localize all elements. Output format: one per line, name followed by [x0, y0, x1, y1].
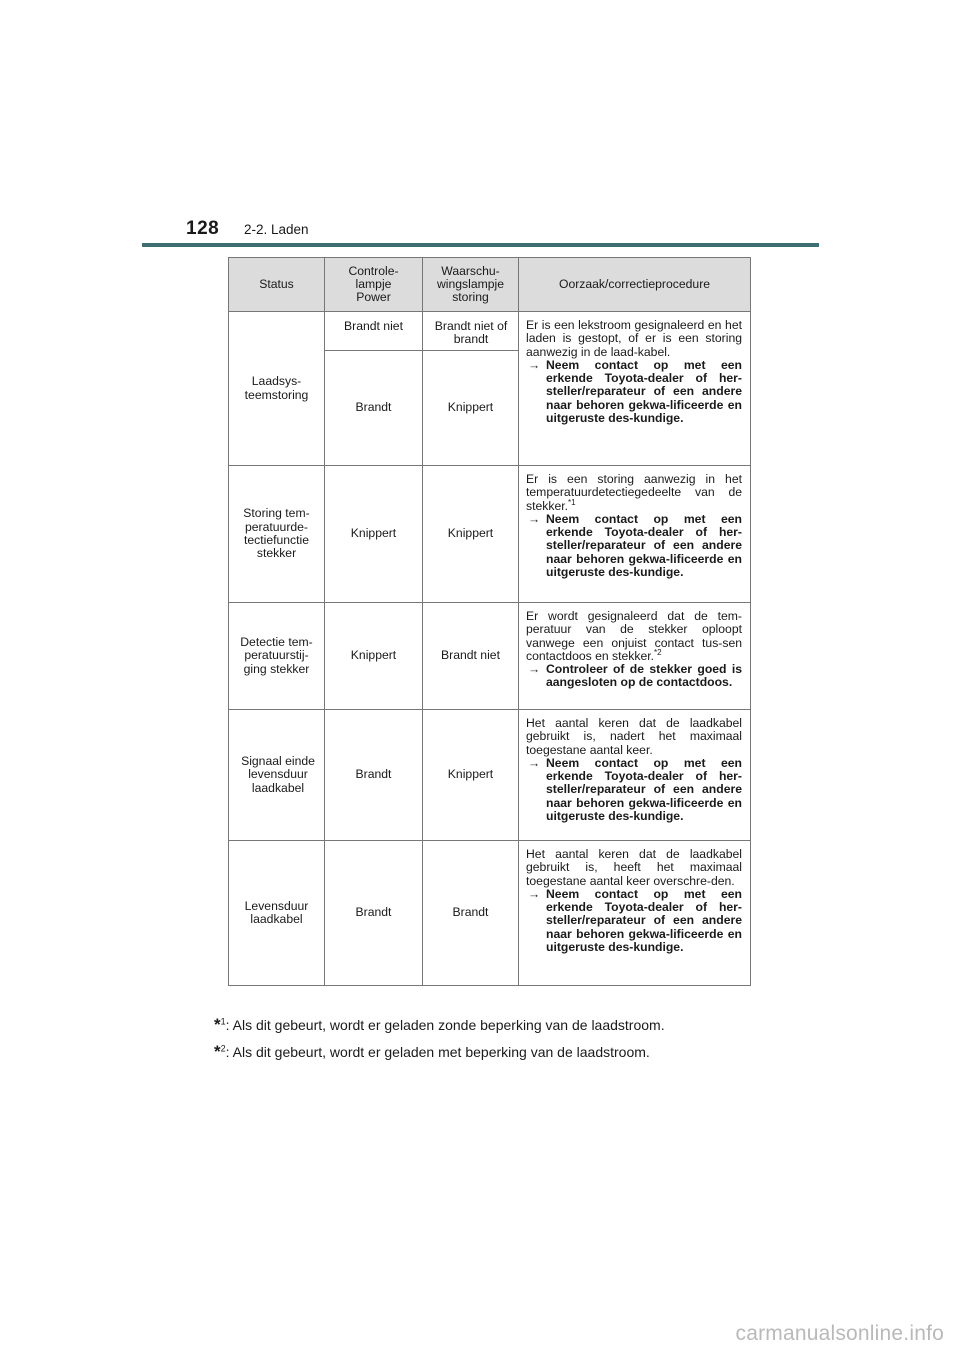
action-text: Neem contact op met een erkende Toyota-dealer of her-steller/reparateur of een andere naar behoren gekwa-lificeerde en uitgeruste des-kundige.	[546, 755, 742, 824]
table-row	[229, 312, 751, 351]
arrow-right-icon: →	[528, 662, 541, 677]
footnote-2	[214, 1042, 650, 1062]
waarschuwing-cell: Knippert	[423, 466, 519, 603]
column-header-controle-lampje	[325, 258, 423, 312]
cause-cell	[519, 466, 751, 603]
status-label: Signaal einde levensduur laadkabel	[241, 754, 315, 795]
footnote-marker: *	[214, 1042, 221, 1061]
table-row	[229, 466, 751, 603]
footnote-1	[214, 1015, 665, 1035]
controle-cell: Brandt niet	[325, 312, 423, 351]
table-row	[229, 603, 751, 710]
column-header-status: Status	[229, 258, 325, 312]
footnote-text: : Als dit gebeurt, wordt er geladen met beperking van de laadstroom.	[225, 1044, 650, 1060]
status-label: Laadsys-teemstoring	[244, 374, 309, 402]
action-text: Neem contact op met een erkende Toyota-dealer of her-steller/reparateur of een andere naar behoren gekwa-lificeerde en uitgeruste des-kundige.	[546, 886, 742, 955]
cause-text: Er wordt gesignaleerd dat de tem-peratuur van de stekker oploopt vanwege een onjuist contact tus-sen contactdoos en stekker.	[526, 609, 742, 663]
waarschuwing-label: Brandt niet of brandt	[434, 319, 508, 347]
status-table	[228, 257, 751, 986]
action-text: Neem contact op met een erkende Toyota-dealer of her-steller/reparateur of een andere naar behoren gekwa-lificeerde en uitgeruste des-kundige.	[546, 357, 742, 426]
status-label: Storing tem-peratuurde-tectiefunctie stekker	[243, 506, 310, 561]
footnote-reference: *1	[568, 497, 576, 507]
cause-cell	[519, 710, 751, 841]
action-text: Controleer of de stekker goed is aangesloten op de contactdoos.	[546, 662, 742, 690]
cause-text: Er is een lekstroom gesignaleerd en het laden is gestopt, of er is een storing aanwezig in de laad-kabel.	[526, 318, 742, 359]
waarschuwing-cell: Brandt	[423, 841, 519, 986]
footnote-text: : Als dit gebeurt, wordt er geladen zonde beperking van de laadstroom.	[225, 1017, 665, 1033]
waarschuwing-cell	[423, 312, 519, 351]
status-label: Levensduur laadkabel	[244, 898, 309, 926]
status-cell	[229, 710, 325, 841]
controle-cell: Knippert	[325, 603, 423, 710]
cause-cell	[519, 603, 751, 710]
action-instruction	[526, 757, 742, 823]
cause-cell	[519, 841, 751, 986]
action-instruction	[526, 888, 742, 954]
column-header-oorzaak: Oorzaak/correctieprocedure	[519, 258, 751, 312]
waarschuwing-cell: Knippert	[423, 710, 519, 841]
header-divider	[142, 243, 819, 247]
arrow-right-icon: →	[528, 357, 541, 372]
cause-text: Het aantal keren dat de laadkabel gebruikt is, nadert het maximaal toegestane aantal keer.	[526, 716, 742, 757]
controle-cell: Brandt	[325, 841, 423, 986]
footnote-marker: *	[214, 1015, 221, 1034]
status-cell	[229, 603, 325, 710]
cause-text: Er is een storing aanwezig in het temperatuurdetectiegedeelte van de stekker.	[526, 472, 742, 513]
action-instruction	[526, 513, 742, 579]
arrow-right-icon: →	[528, 886, 541, 901]
column-header-waarschuwing-label: Waarschu-wingslampje storing	[436, 263, 505, 305]
arrow-right-icon: →	[528, 755, 541, 770]
controle-cell: Brandt	[325, 351, 423, 466]
column-header-waarschuwingslampje	[423, 258, 519, 312]
table-row	[229, 710, 751, 841]
action-instruction	[526, 663, 742, 690]
status-label: Detectie tem-peratuurstij-ging stekker	[240, 635, 313, 676]
status-cell	[229, 841, 325, 986]
footnote-reference-number: 2	[657, 647, 662, 657]
cause-text: Het aantal keren dat de laadkabel gebruikt is, heeft het maximaal toegestane aantal keer overschre-den.	[526, 847, 742, 888]
section-title: 2-2. Laden	[244, 222, 309, 237]
cause-cell	[519, 312, 751, 466]
table-header-row	[229, 258, 751, 312]
footnote-number: 1	[220, 1016, 226, 1027]
controle-cell: Knippert	[325, 466, 423, 603]
waarschuwing-cell: Knippert	[423, 351, 519, 466]
action-text: Neem contact op met een erkende Toyota-dealer of her-steller/reparateur of een andere naar behoren gekwa-lificeerde en uitgeruste des-kundige.	[546, 511, 742, 580]
footnote-number: 2	[220, 1043, 226, 1054]
arrow-right-icon: →	[528, 511, 541, 526]
status-cell	[229, 312, 325, 466]
column-header-controle-label: Controle-lampje Power	[348, 263, 399, 305]
action-instruction	[526, 359, 742, 425]
footnote-reference-number: 1	[571, 497, 576, 507]
waarschuwing-cell: Brandt niet	[423, 603, 519, 710]
footnote-reference: *2	[654, 647, 662, 657]
controle-cell: Brandt	[325, 710, 423, 841]
status-cell	[229, 466, 325, 603]
page-number: 128	[186, 218, 220, 239]
watermark: carmanualsonline.info	[735, 1322, 944, 1345]
table-row	[229, 841, 751, 986]
